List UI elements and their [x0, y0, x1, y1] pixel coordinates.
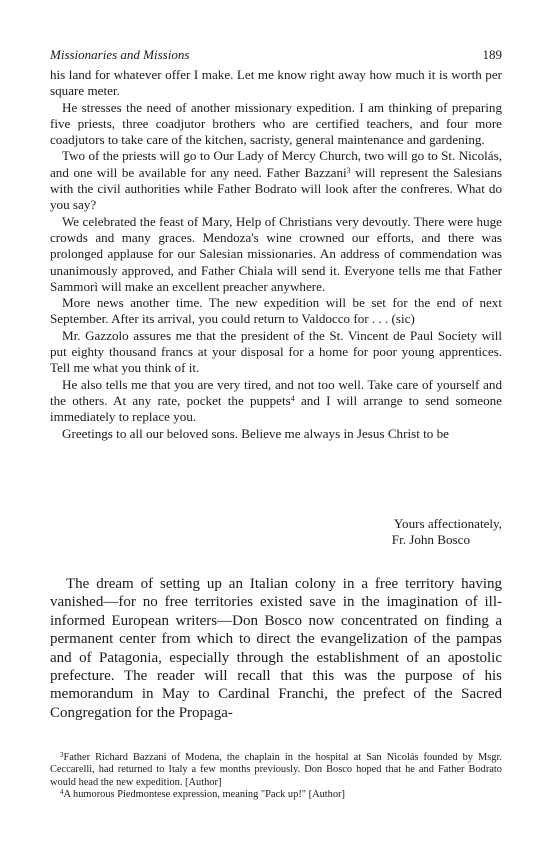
running-title: Missionaries and Missions: [50, 47, 190, 62]
letter-text: will represent the Salesians with the civil authorities while Father Bodrato will look after the confreres. What do you say?: [50, 164, 502, 213]
letter-text: and I will arrange to send someone immediately to replace you.: [50, 392, 502, 425]
footnote: [50, 789, 502, 801]
letter-paragraph: He stresses the need of another missionary expedition. I am thinking of preparing five priests, three coadjutor brothers who are certified teachers, and four more coadjutors to take care of the kitchen, sacristy, general maintenance and gardening.: [50, 99, 502, 148]
narrative-text: [50, 575, 502, 722]
letter-paragraph: [50, 148, 502, 213]
letter-paragraph: [50, 377, 502, 426]
letter-paragraph: Greetings to all our beloved sons. Believe me always in Jesus Christ to be: [62, 425, 449, 441]
signature: Fr. John Bosco: [391, 532, 470, 548]
valediction: Yours affectionately,: [393, 516, 502, 531]
letter-closing: [50, 516, 502, 549]
page-number: 189: [482, 47, 502, 62]
footnote: [50, 752, 502, 789]
footnote-reference: 3: [346, 165, 351, 175]
footnote-marker: 3: [60, 751, 64, 759]
letter-text: Two of the priests will go to Our Lady of Mercy Church, two will go to St. Nicolás, and one will be available for any need. Father Bazzani: [50, 148, 502, 180]
footnote-marker: 4: [60, 787, 64, 796]
footnote-text: A humorous Piedmontese expression, meaning "Pack up!" [Author]: [63, 788, 345, 800]
footnote-text: Father Richard Bazzani of Modena, the chaplain in the hospital at San Nicolás founded by Msgr. Ceccarelli, had returned to Italy a few months previously. Don Bosco hoped that he and Father Bodrato would head the new expedition. [Author]: [50, 752, 502, 788]
page-header: [50, 47, 502, 65]
letter-paragraph: More news another time. The new expedition will be set for the end of next September. After its arrival, you could return to Valdocco for . . . (sic): [50, 295, 502, 327]
letter-body: [50, 67, 502, 442]
letter-text: He also tells me that you are very tired, and not too well. Take care of yourself and the others. At any rate, pocket the puppets: [50, 376, 502, 408]
letter-paragraph: his land for whatever offer I make. Let me know right away how much it is worth per square meter.: [50, 67, 502, 99]
letter-paragraph: We celebrated the feast of Mary, Help of Christians very devoutly. There were huge crowds and many graces. Mendoza's wine crowned our efforts, and there was prolonged applause for our Salesian missionaries. An address of commendation was unanimously approved, and Father Chiala will send it. Everyone tells me that Father Sammorì will make an excellent preacher anywhere.: [50, 213, 502, 294]
letter-paragraph: Mr. Gazzolo assures me that the president of the St. Vincent de Paul Society will put eighty thousand francs at your disposal for a home for poor young apprentices. Tell me what you think of it.: [50, 327, 502, 376]
footnotes: [50, 752, 502, 801]
narrative-paragraph: The dream of setting up an Italian colony in a free territory having vanished—for no free territories existed save in the imagination of ill-informed European writers—Don Bosco now concentrated on finding a permanent center from which to direct the evangelization of the pampas and of Patagonia, especially through the establishment of an apostolic prefecture. The reader will recall that this was the purpose of his memorandum in May to Cardinal Franchi, the prefect of the Sacred Congregation for the Propaga-: [50, 576, 502, 721]
footnote-reference: 4: [290, 393, 295, 403]
